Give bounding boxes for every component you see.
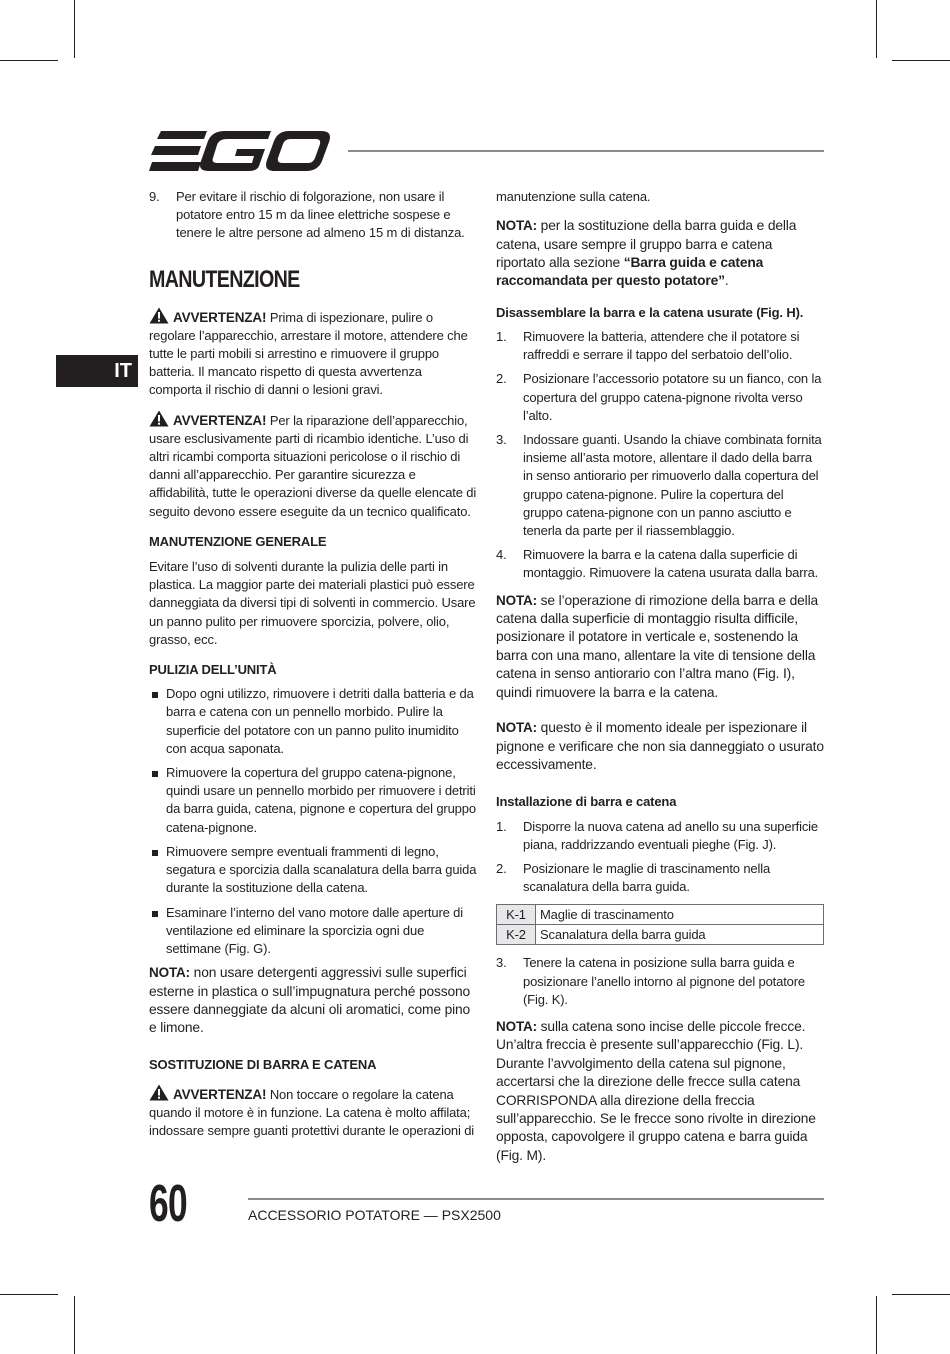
section-title: MANUTENZIONE: [149, 265, 300, 293]
page-number: 60: [149, 1175, 187, 1233]
footer-title: ACCESSORIO POTATORE — PSX2500: [248, 1207, 501, 1223]
crop-mark: [74, 0, 75, 58]
table-row: [497, 905, 824, 925]
disassemble-steps: [496, 328, 824, 583]
table-cell: K-1: [497, 905, 536, 925]
ego-logo: [149, 130, 331, 172]
warning-icon: [149, 307, 169, 324]
note-paragraph: NOTA: per la sostituzione della barra guida e della catena, usare sempre il gruppo barra e catena riportato alla sezione “Barra guida e catena raccomandata per questo potatore”.: [496, 218, 797, 289]
list-item: 2. Posizionare l’accessorio potatore su un fianco, con la copertura del gruppo catena-pignone rivolta verso l’alto.: [496, 371, 822, 423]
list-item: Rimuovere la copertura del gruppo catena-pignone, quindi usare un pennello morbido per rimuovere i detriti da barra guida, catena, pignone e copertura del gruppo catena-pignone.: [149, 764, 477, 837]
list-item: 3. Tenere la catena in posizione sulla barra guida e posizionare l’anello intorno al pignone del potatore (Fig. K).: [496, 955, 806, 1007]
subsection-heading: Installazione di barra e catena: [496, 794, 677, 810]
crop-mark: [0, 1294, 58, 1295]
header-rule: [348, 150, 824, 152]
list-item: 1. Disporre la nuova catena ad anello su una superficie piana, raddrizzando eventuali pieghe (Fig. J).: [496, 818, 819, 852]
table-row: [497, 925, 824, 945]
subsection-heading: Disassemblare la barra e la catena usurate (Fig. H).: [496, 304, 804, 320]
note-paragraph: NOTA: non usare detergenti aggressivi sulle superfici esterne in plastica o sull’impugnatura perché possono essere danneggiate da alcuni oli aromatici, come pino e limone.: [149, 965, 471, 1036]
warning-icon: [149, 410, 169, 427]
list-item: 1. Rimuovere la batteria, attendere che il potatore si raffreddi e serrare il tappo del serbatoio dell’olio.: [496, 329, 800, 363]
table-cell: Scanalatura della barra guida: [536, 925, 824, 945]
subsection-heading: MANUTENZIONE GENERALE: [149, 533, 327, 549]
language-tab: IT: [56, 355, 138, 387]
parts-table: [496, 904, 824, 945]
install-steps-continued: [496, 954, 824, 1009]
crop-mark: [892, 1294, 950, 1295]
list-item: 4. Rimuovere la barra e la catena dalla superficie di montaggio. Rimuovere la catena usurata dalla barra.: [496, 547, 819, 581]
crop-mark: [74, 1296, 75, 1354]
crop-mark: [876, 1296, 877, 1354]
warning-paragraph: AVVERTENZA! Per la riparazione dell’apparecchio, usare esclusivamente parti di ricambio identiche. L’uso di altri ricambi comporta situazioni pericolose o il rischio di danni all’apparecchio. Per garantire sicurezza e affidabilità, tutte le operazioni diverse da quelle elencate di seguito devono essere eseguite da un tecnico qualificato.: [149, 410, 477, 521]
warning-paragraph: AVVERTENZA! Non toccare o regolare la catena quando il motore è in funzione. La catena è molto affilata; indossare sempre guanti protettivi durante le operazioni di: [149, 1084, 477, 1141]
note-paragraph: NOTA: questo è il momento ideale per ispezionare il pignone e verificare che non sia danneggiato o usurato eccessivamente.: [496, 720, 824, 772]
table-cell: K-2: [497, 925, 536, 945]
crop-mark: [876, 0, 877, 58]
list-item: 3. Indossare guanti. Usando la chiave combinata fornita insieme all’asta motore, allentare il dado della barra in senso antiorario per rimuoverlo dalla copertura del gruppo catena-pignone. Pulire la copertura del gruppo catena-pignone con un panno asciutto e tenerla da parte per il riassemblaggio.: [496, 432, 822, 539]
warning-icon: [149, 1084, 169, 1101]
paragraph: manutenzione sulla catena.: [496, 189, 651, 204]
paragraph: Evitare l’uso di solventi durante la pulizia delle parti in plastica. La maggior parte dei materiali plastici può essere danneggiata da diversi tipi di solventi in commercio. Usare un panno pulito per rimuovere sporcizia, polvere, olio, grasso, ecc.: [149, 559, 476, 647]
prior-list: [149, 188, 477, 243]
note-paragraph: NOTA: sulla catena sono incise delle piccole frecce. Un’altra freccia è presente sull’apparecchio (Fig. L). Durante l’avvolgimento della catena sul pignone, accertarsi che la direzione delle frecce sulla catena CORRISPONDA alla direzione della freccia sull’apparecchio. Se le frecce sono rivolte in direzione opposta, capovolgere il gruppo catena e barra guida (Fig. M).: [496, 1018, 816, 1163]
footer-rule: [248, 1198, 824, 1200]
left-column: [149, 188, 477, 1141]
list-item: Dopo ogni utilizzo, rimuovere i detriti dalla batteria e da barra e catena con un pennello morbido. Pulire la superficie del potatore con un panno pulito inumidito con acqua saponata.: [149, 685, 477, 758]
right-column: [496, 188, 824, 1165]
install-steps: [496, 818, 824, 897]
table-cell: Maglie di trascinamento: [536, 905, 824, 925]
warning-paragraph: AVVERTENZA! Prima di ispezionare, pulire o regolare l’apparecchio, arrestare il motore, attendere che tutte le parti mobili si arrestino e rimuovere il gruppo batteria. Il mancato rispetto di questa avvertenza comporta il rischio di danni o lesioni gravi.: [149, 307, 477, 400]
crop-mark: [892, 60, 950, 61]
crop-mark: [0, 60, 58, 61]
list-item: 2. Posizionare le maglie di trascinamento nella scanalatura della barra guida.: [496, 860, 771, 895]
subsection-heading: PULIZIA DELL’UNITÀ: [149, 662, 277, 678]
list-item: 9. Per evitare il rischio di folgorazione, non usare il potatore entro 15 m da linee elettriche sospese e tenere le altre persone ad almeno 15 m di distanza.: [149, 189, 465, 241]
list-item: Esaminare l’interno del vano motore dalle aperture di ventilazione ed eliminare la sporcizia ogni due settimane (Fig. G).: [149, 904, 477, 959]
subsection-heading: SOSTITUZIONE DI BARRA E CATENA: [149, 1056, 377, 1072]
note-paragraph: NOTA: se l’operazione di rimozione della barra e della catena dalla superficie di montaggio risulta difficile, posizionare il potatore in verticale e, sostenendo la barra con una mano, allentare la vite di tensione della catena in senso antiorario con l’altra mano (Fig. I), quindi rimuovere la barra e la catena.: [496, 592, 819, 700]
list-item: Rimuovere sempre eventuali frammenti di legno, segatura e sporcizia dalla scanalatura della barra guida durante la sostituzione della catena.: [149, 843, 477, 898]
bullet-list: [149, 685, 477, 958]
